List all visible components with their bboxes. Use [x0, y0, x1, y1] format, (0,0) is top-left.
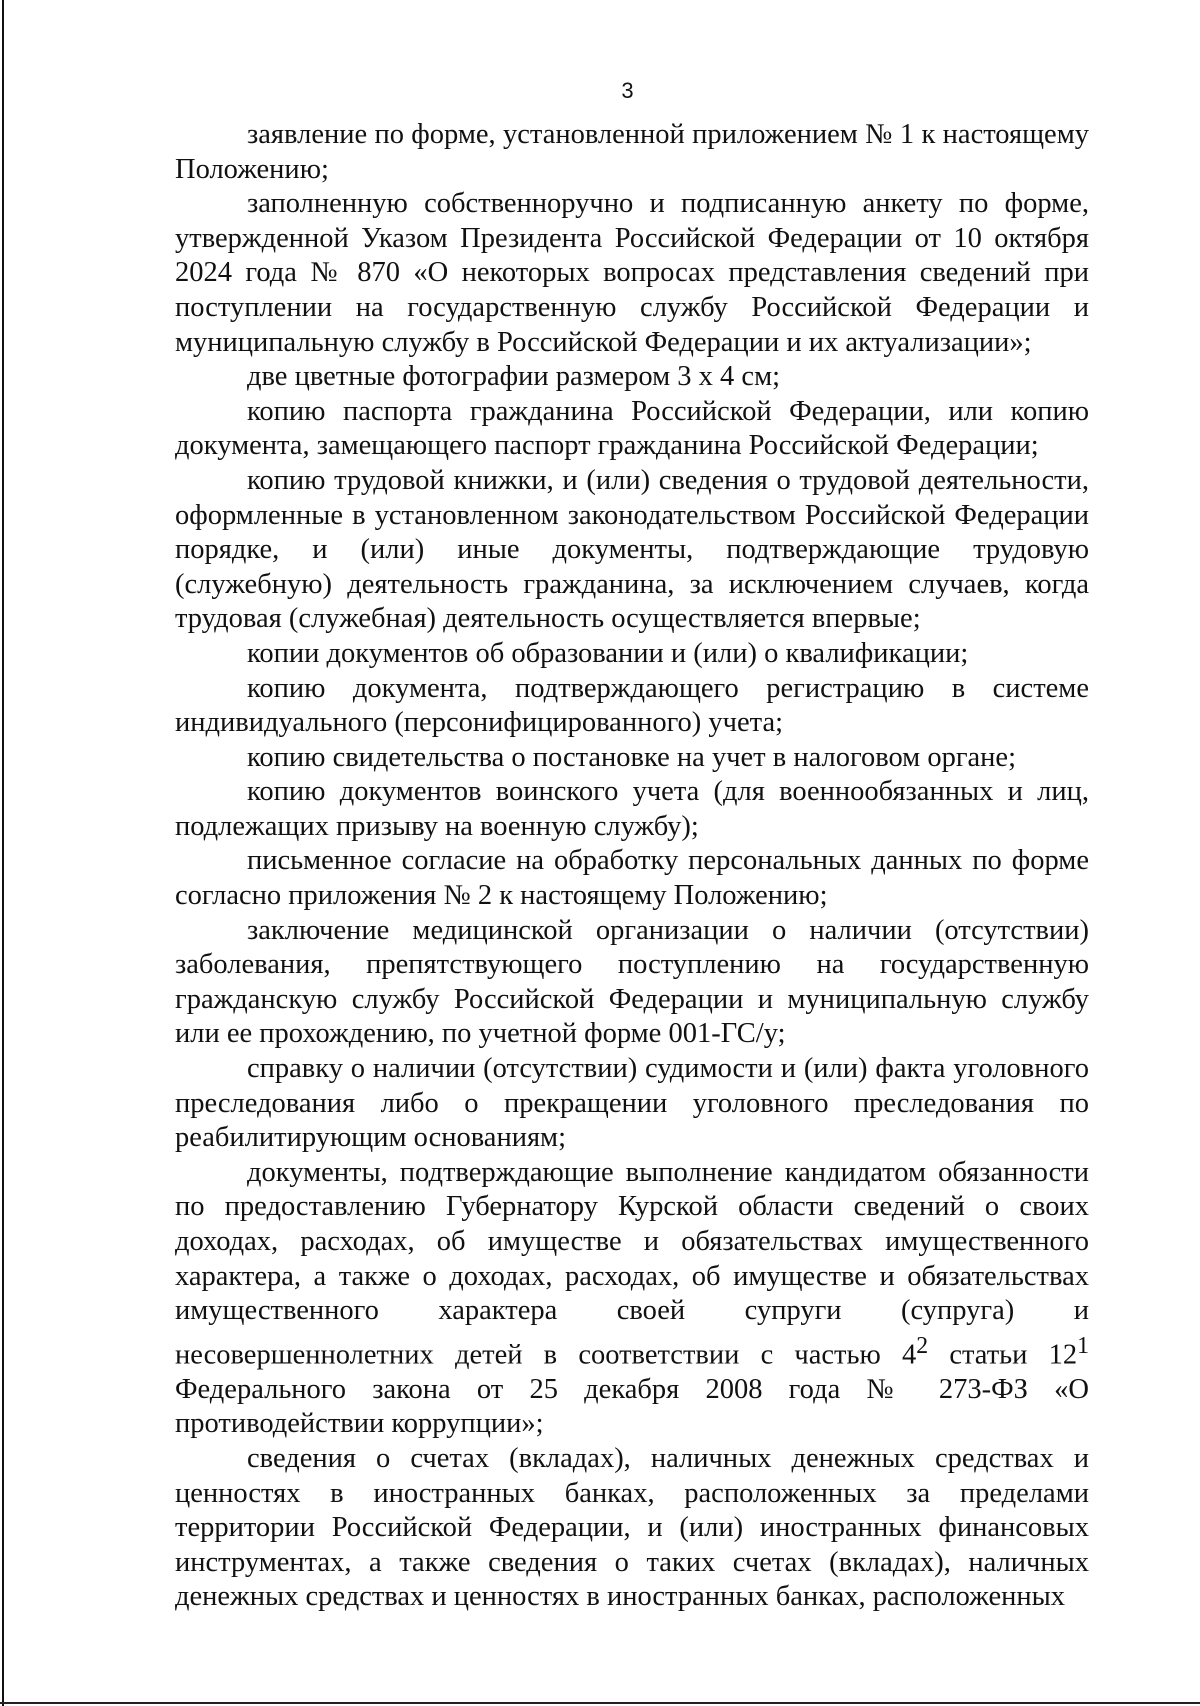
- paragraph-tax-certificate: копию свидетельства о постановке на учет в налоговом органе;: [247, 741, 1016, 773]
- page-number: 3: [621, 78, 634, 103]
- paragraph-application-form: заявление по форме, установленной приложением № 1 к настоящему Положению;: [175, 119, 1089, 185]
- scan-edge-bottom: [0, 1702, 1200, 1704]
- paragraph-work-record: копию трудовой книжки, и (или) сведения о трудовой деятельности, оформленные в установленном законодательством Российской Федерации порядке, и (или) иные документы, подтверждающие трудовую (служебную) деятельность гражданина, за исключением случаев, когда трудовая (служебная) деятельность осуществляется впервые;: [175, 464, 1089, 635]
- paragraph-photos: две цветные фотографии размером 3 х 4 см;: [247, 361, 781, 393]
- paragraph-income-declaration: [175, 1156, 1089, 1442]
- paragraph-foreign-accounts: сведения о счетах (вкладах), наличных денежных средствах и ценностях в иностранных банках, расположенных за пределами территории Российской Федерации, и (или) иностранных финансовых инструментах, а также сведения о таких счетах (вкладах), наличных денежных средствах и ценностях в иностранных банках, расположенных: [175, 1443, 1089, 1613]
- document-body: [175, 118, 1089, 1615]
- paragraph-passport: копию паспорта гражданина Российской Федерации, или копию документа, замещающего паспорт гражданина Российской Федерации;: [175, 395, 1089, 462]
- paragraph-criminal-record: справку о наличии (отсутствии) судимости и (или) факта уголовного преследования либо о прекращении уголовного преследования по реабилитирующим основаниям;: [175, 1053, 1089, 1154]
- superscript-part-number: 2: [916, 1332, 929, 1359]
- paragraph-education: копии документов об образовании и (или) о квалификации;: [247, 637, 969, 669]
- paragraph-medical: заключение медицинской организации о наличии (отсутствии) заболевания, препятствующего поступлению на государственную гражданскую службу Российской Федерации и муниципальную службу или ее прохождению, по учетной форме 001-ГС/у;: [175, 914, 1089, 1050]
- paragraph-personal-data-consent: письменное согласие на обработку персональных данных по форме согласно приложения № 2 к настоящему Положению;: [175, 845, 1089, 912]
- paragraph-military: копию документов воинского учета (для военнообязанных и лиц, подлежащих призыву на военную службу);: [175, 776, 1089, 842]
- income-text-part3: Федерального закона от 25 декабря 2008 года № 273-ФЗ «О противодействии коррупции»;: [175, 1373, 1089, 1440]
- income-text-part2: статьи 12: [928, 1339, 1078, 1371]
- scan-edge-left: [2, 0, 4, 1706]
- income-text-part1: документы, подтверждающие выполнение кандидатом обязанности по предоставлению Губернатору Курской области сведений о своих доходах, расходах, об имуществе и обязательствах имущественного характера, а также о доходах, расходах, об имуществе и обязательствах имущественного характера своей супруги (супруга) и несовершеннолетних детей в соответствии с частью 4: [175, 1156, 1089, 1371]
- paragraph-questionnaire: заполненную собственноручно и подписанную анкету по форме, утвержденной Указом Президента Российской Федерации от 10 октября 2024 года № 870 «О некоторых вопросах представления сведений при поступлении на государственную службу Российской Федерации и муниципальную службу в Российской Федерации и их актуализации»;: [175, 188, 1089, 358]
- superscript-article-number: 1: [1077, 1332, 1089, 1359]
- paragraph-registration: копию документа, подтверждающего регистрацию в системе индивидуального (персонифицированного) учета;: [175, 672, 1089, 739]
